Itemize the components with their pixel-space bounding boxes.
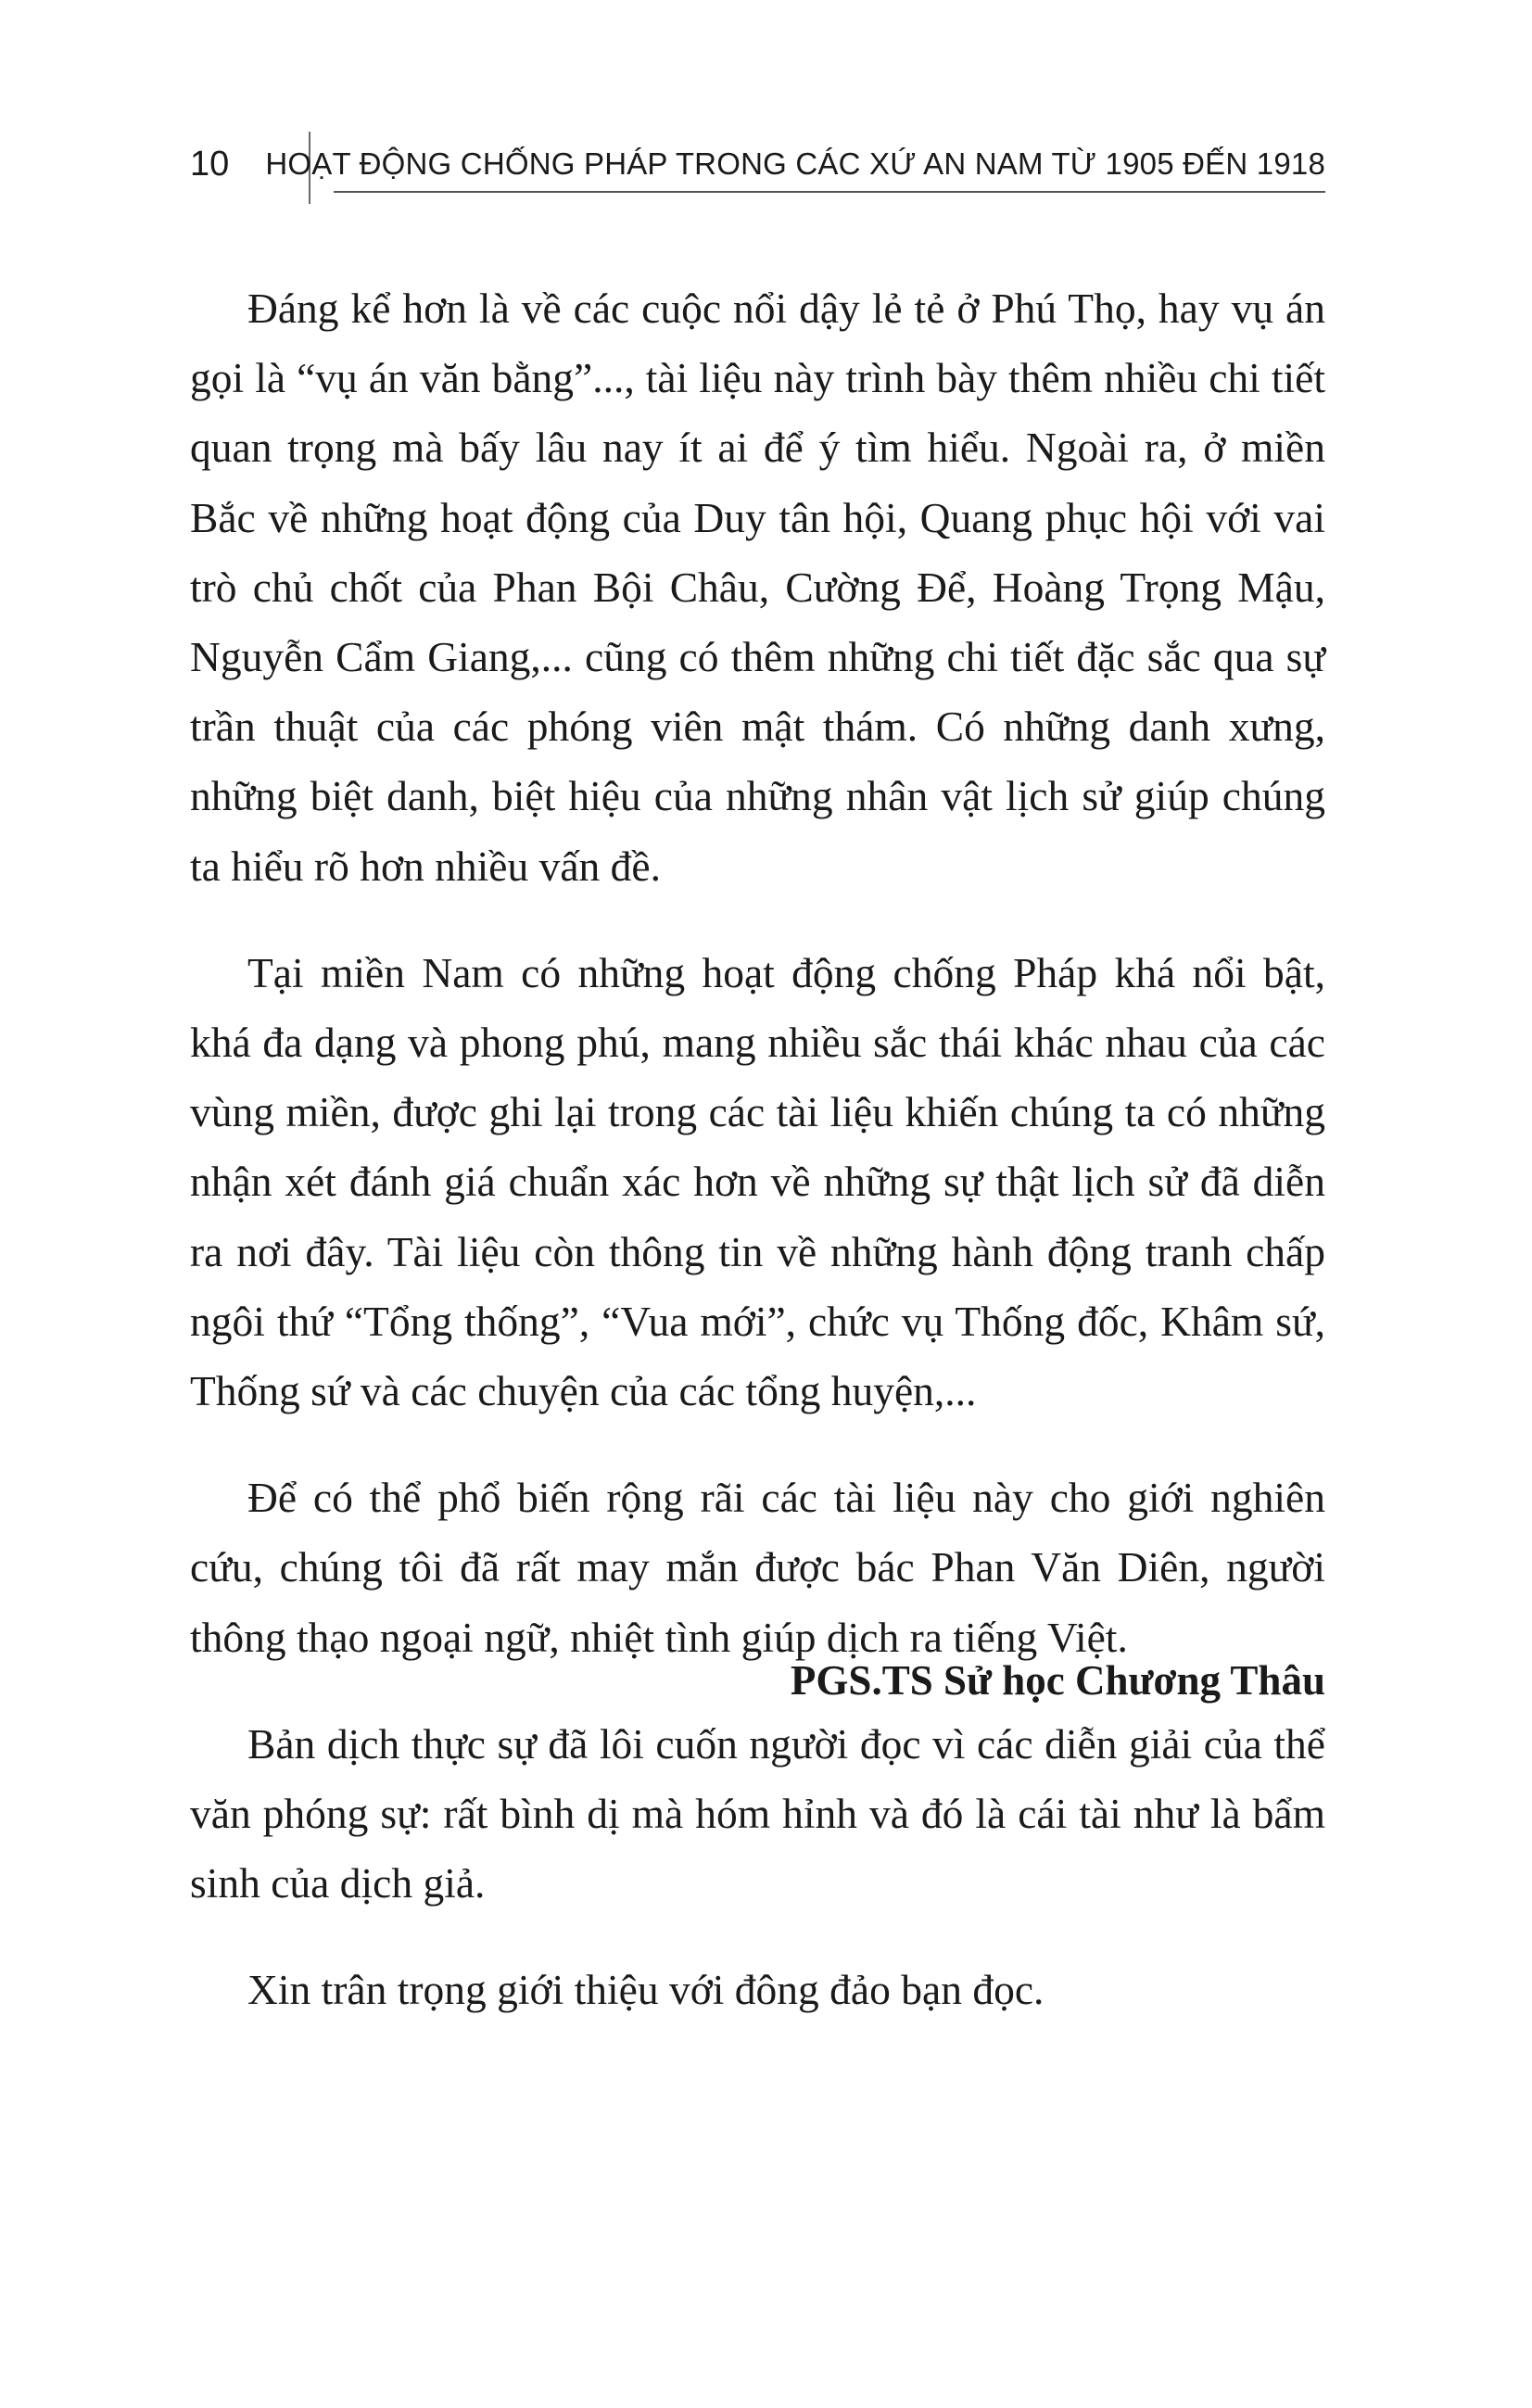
paragraph-5: Xin trân trọng giới thiệu với đông đảo bạn đọc. [247, 1966, 1045, 2014]
paragraph-3: Để có thể phổ biến rộng rãi các tài liệu này cho giới nghiên cứu, chúng tôi đã rất may mắn được bác Phan Văn Diên, người thông thạo ngoại ngữ, nhiệt tình giúp dịch ra tiếng Việt. [190, 1474, 1325, 1661]
paragraph-2: Tại miền Nam có những hoạt động chống Pháp khá nổi bật, khá đa dạng và phong phú, mang nhiều sắc thái khác nhau của các vùng miền, được ghi lại trong các tài liệu khiến chúng ta có những nhận xét đánh giá chuẩn xác hơn về những sự thật lịch sử đã diễn ra nơi đây. Tài liệu còn thông tin về những hành động tranh chấp ngôi thứ “Tổng thống”, “Vua mới”, chức vụ Thống đốc, Khâm sứ, Thống sứ và các chuyện của các tổng huyện,... [190, 948, 1325, 1415]
body-text [190, 273, 1325, 2062]
paragraph-4: Bản dịch thực sự đã lôi cuốn người đọc vì các diễn giải của thể văn phóng sự: rất bình dị mà hóm hỉnh và đó là cái tài như là bẩm sinh của dịch giả. [190, 1719, 1325, 1907]
page-number: 10 [190, 145, 230, 184]
header-rule [334, 191, 1325, 193]
author-signature: PGS.TS Sử học Chương Thâu [790, 1657, 1325, 1704]
paragraph-1: Đáng kể hơn là về các cuộc nổi dậy lẻ tẻ ở Phú Thọ, hay vụ án gọi là “vụ án văn bằng”..., tài liệu này trình bày thêm nhiều chi tiết quan trọng mà bấy lâu nay ít ai để ý tìm hiểu. Ngoài ra, ở miền Bắc về những hoạt động của Duy tân hội, Quang phục hội với vai trò chủ chốt của Phan Bội Châu, Cường Để, Hoàng Trọng Mậu, Nguyễn Cẩm Giang,... cũng có thêm những chi tiết đặc sắc qua sự trần thuật của các phóng viên mật thám. Có những danh xưng, những biệt danh, biệt hiệu của những nhân vật lịch sử giúp chúng ta hiểu rõ hơn nhiều vấn đề. [190, 285, 1325, 890]
page-header [190, 139, 1325, 204]
running-title: HOẠT ĐỘNG CHỐNG PHÁP TRONG CÁC XỨ AN NAM TỪ 1905 ĐẾN 1918 [265, 146, 1325, 181]
